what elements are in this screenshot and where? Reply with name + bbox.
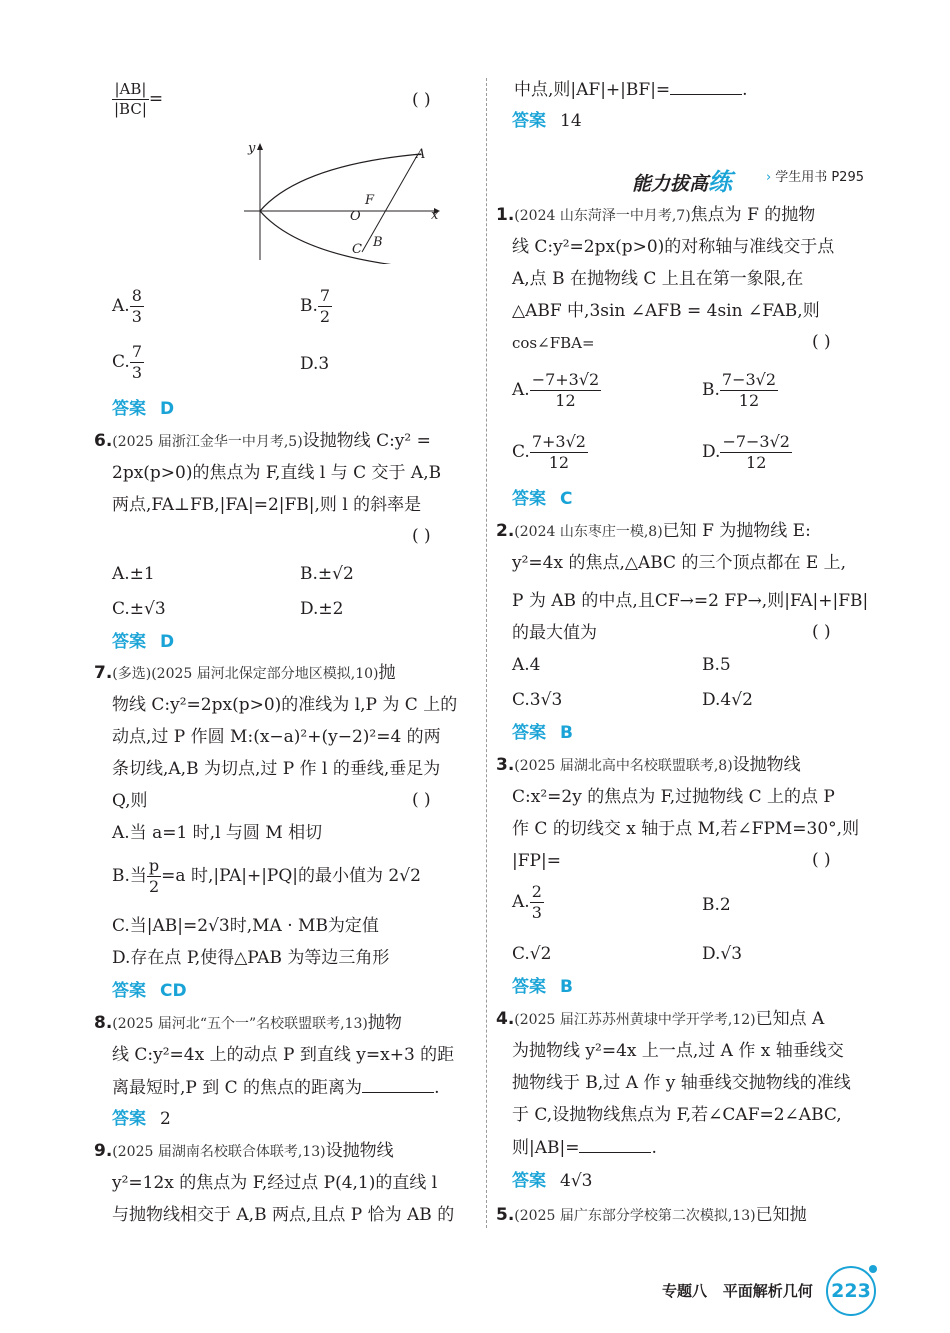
r4-line3: 抛物线于 B,过 A 作 y 轴垂线交抛物线的准线: [512, 1073, 851, 1093]
q8-answer: [112, 1108, 171, 1130]
answer-blank[interactable]: [670, 78, 742, 95]
r2-answer: [512, 722, 573, 744]
parabola-curve: [260, 154, 421, 264]
r1-option-d: [702, 432, 792, 473]
r5-line1: [496, 1204, 807, 1227]
opt-label: D.: [702, 442, 721, 462]
q7-answer-paren: ( ): [412, 790, 431, 810]
answer-value: D: [160, 399, 175, 419]
question-text: 已知 F 为抛物线 E:: [662, 521, 811, 541]
answer-label: 答案: [112, 981, 146, 1001]
y-axis-arrow: [257, 143, 263, 150]
answer-label: 答案: [512, 977, 546, 997]
answer-value: B: [560, 723, 573, 743]
label-f: F: [365, 193, 375, 208]
frac-bot: 3: [531, 903, 542, 922]
r2-option-c: C.3√3: [512, 690, 563, 710]
frac-top: −7−3√2: [722, 432, 790, 451]
answer-label: 答案: [112, 399, 146, 419]
answer-value: CD: [160, 981, 187, 1001]
question-source: (2024 山东枣庄一模,8): [514, 524, 663, 540]
frac-top: 2: [531, 882, 542, 901]
q8-line3: [112, 1076, 439, 1099]
r4-line4: 于 C,设抛物线焦点为 F,若∠CAF=2∠ABC,: [512, 1105, 842, 1125]
question-text: 离最短时,P 到 C 的焦点的距离为: [112, 1078, 363, 1098]
period: .: [434, 1078, 440, 1098]
frac-top: 7+3√2: [531, 432, 586, 451]
question-text: 则|AB|=: [512, 1138, 580, 1158]
frac-top: −7+3√2: [531, 370, 600, 389]
question-number: 2.: [496, 521, 515, 541]
r1-answer-paren: ( ): [812, 332, 831, 352]
answer-blank[interactable]: [362, 1076, 434, 1093]
question-number: 1.: [496, 205, 515, 225]
frac-bot: 3: [131, 307, 142, 326]
answer-value: D: [160, 632, 175, 652]
opt-label: A.: [512, 892, 530, 912]
question-source: (2025 届湖北高中名校联盟联考,8): [514, 758, 733, 774]
r4-answer: [512, 1170, 592, 1192]
question-number: 7.: [94, 663, 113, 683]
equals: =: [148, 89, 164, 109]
r3-line3: 作 C 的切线交 x 轴于点 M,若∠FPM=30°,则: [512, 819, 860, 839]
period: .: [651, 1138, 657, 1158]
r1-option-a: [512, 370, 601, 411]
q7-line3: 动点,过 P 作圆 M:(x−a)²+(y−2)²=4 的两: [112, 727, 441, 747]
r3-answer: [512, 976, 573, 998]
question-number: 9.: [94, 1141, 113, 1161]
r1-line5: cos∠FBA=: [512, 334, 595, 352]
r2-line1: [496, 520, 811, 543]
q9-line1: [94, 1140, 394, 1163]
q6-line2: 2px(p>0)的焦点为 F,直线 l 与 C 交于 A,B: [112, 463, 442, 483]
section-reference-text: 学生用书 P295: [775, 170, 864, 185]
q9-line3: 与抛物线相交于 A,B 两点,且点 P 恰为 AB 的: [112, 1205, 455, 1225]
question-number: 4.: [496, 1009, 515, 1029]
question-number: 6.: [94, 431, 113, 451]
question-text: 设抛物线 C:y² =: [302, 431, 431, 451]
frac-top: p: [148, 856, 160, 875]
frac-bot: 12: [555, 391, 576, 410]
question-source: (2025 届河北“五个一”名校联盟联考,13): [112, 1016, 368, 1032]
answer-value: 14: [560, 111, 582, 131]
q7-line1: [94, 662, 396, 685]
q9-tail: [514, 78, 748, 101]
answer-value: C: [560, 489, 573, 509]
r1-line2: 线 C:y²=2px(p>0)的对称轴与准线交于点: [512, 237, 835, 257]
r3-option-c: C.√2: [512, 944, 552, 964]
r2-option-a: A.4: [512, 655, 541, 675]
q6-line1: [94, 430, 431, 453]
frac-top: |AB|: [112, 80, 149, 100]
label-o: O: [350, 209, 361, 224]
r2-line2: y²=4x 的焦点,△ABC 的三个顶点都在 E 上,: [512, 553, 847, 573]
q5-answer: [112, 398, 174, 420]
r2-option-d: D.4√2: [702, 690, 753, 710]
q6-option-b: B.±√2: [300, 564, 354, 584]
answer-label: 答案: [512, 1171, 546, 1191]
q6-answer: [112, 631, 174, 653]
question-source: (2025 届浙江金华一中月考,5): [112, 434, 303, 450]
opt-label: B.: [300, 296, 318, 316]
q8-line2: 线 C:y²=4x 上的动点 P 到直线 y=x+3 的距: [112, 1045, 455, 1065]
r3-line2: C:x²=2y 的焦点为 F,过抛物线 C 上的点 P: [512, 787, 835, 807]
q8-line1: [94, 1012, 402, 1035]
question-source: (2024 山东菏泽一中月考,7): [514, 208, 691, 224]
r3-answer-paren: ( ): [812, 850, 831, 870]
r3-line1: [496, 754, 801, 777]
q7-option-b: [112, 856, 421, 897]
opt-text: B.当: [112, 866, 147, 886]
section-reference: [766, 166, 864, 185]
answer-label: 答案: [512, 723, 546, 743]
q5-tail-expression: [112, 80, 163, 119]
question-text: 设抛物线: [325, 1141, 394, 1161]
answer-value: B: [560, 977, 573, 997]
answer-label: 答案: [112, 632, 146, 652]
r4-line2: 为抛物线 y²=4x 上一点,过 A 作 x 轴垂线交: [512, 1041, 844, 1061]
question-number: 8.: [94, 1013, 113, 1033]
r2-answer-paren: ( ): [812, 622, 831, 642]
r1-option-b: [702, 370, 778, 411]
page-footer: [662, 1280, 813, 1301]
question-source: (2025 届江苏苏州黄埭中学开学考,12): [514, 1012, 756, 1028]
question-text: 设抛物线: [732, 755, 801, 775]
question-text: 已知抛: [755, 1205, 807, 1225]
r3-option-d: D.√3: [702, 944, 743, 964]
question-text: 抛: [378, 663, 396, 683]
frac-bot: 3: [131, 363, 142, 382]
answer-label: 答案: [512, 111, 546, 131]
q9-answer: [512, 110, 582, 132]
q7-line2: 物线 C:y²=2px(p>0)的准线为 l,P 为 C 上的: [112, 695, 458, 715]
q5-option-d: D.3: [300, 354, 330, 374]
label-c: C: [352, 242, 362, 257]
q7-line4: 条切线,A,B 为切点,过 P 作 l 的垂线,垂足为: [112, 759, 441, 779]
chevron-right-icon: ›: [766, 170, 772, 185]
q6-option-a: A.±1: [112, 564, 155, 584]
r2-line3: P 为 AB 的中点,且CF→=2 FP→,则|FA|+|FB|: [512, 591, 869, 611]
question-text: 抛物: [367, 1013, 402, 1033]
q6-option-c: C.±√3: [112, 599, 166, 619]
section-title-accent: 练: [708, 168, 733, 196]
answer-value: 2: [160, 1109, 171, 1129]
label-a: A: [416, 147, 426, 162]
q5-option-a: [112, 286, 144, 327]
q7-option-d: D.存在点 P,使得△PAB 为等边三角形: [112, 948, 390, 968]
period: .: [742, 80, 748, 100]
r3-option-b: B.2: [702, 895, 731, 915]
frac-bot: 12: [548, 453, 570, 472]
frac-top: 7−3√2: [721, 370, 777, 389]
section-title: [632, 162, 732, 197]
q5-option-b: [300, 286, 332, 327]
question-source: (多选)(2025 届河北保定部分地区模拟,10): [112, 666, 379, 682]
r4-line5: [512, 1136, 657, 1159]
frac-bot: 2: [319, 307, 331, 326]
frac-bot: 2: [148, 877, 160, 896]
frac-top: 7: [319, 286, 331, 305]
q7-option-a: A.当 a=1 时,l 与圆 M 相切: [112, 823, 323, 843]
q6-line3: 两点,FA⊥FB,|FA|=2|FB|,则 l 的斜率是: [112, 495, 422, 515]
footer-chapter: 专题八: [662, 1282, 708, 1300]
r1-line1: [496, 204, 815, 227]
q5-answer-paren: ( ): [412, 90, 431, 110]
answer-label: 答案: [512, 489, 546, 509]
question-text: 已知点 A: [755, 1009, 825, 1029]
q6-option-d: D.±2: [300, 599, 344, 619]
question-number: 3.: [496, 755, 515, 775]
r1-line3: A,点 B 在抛物线 C 上且在第一象限,在: [512, 269, 804, 289]
q5-option-c: [112, 342, 144, 383]
footer-title: 平面解析几何: [722, 1282, 813, 1300]
frac-bot: |BC|: [114, 100, 147, 118]
question-text: 焦点为 F 的抛物: [690, 205, 816, 225]
r2-option-b: B.5: [702, 655, 731, 675]
r2-line4: 的最大值为: [512, 623, 597, 643]
question-source: (2025 届湖南名校联合体联考,13): [112, 1144, 326, 1160]
question-number: 5.: [496, 1205, 515, 1225]
question-text: 中点,则|AF|+|BF|=: [514, 80, 671, 100]
q7-line5: Q,则: [112, 791, 148, 811]
label-x: x: [431, 208, 439, 223]
r1-answer: [512, 488, 572, 510]
q7-answer: [112, 980, 187, 1002]
frac-bot: 12: [746, 453, 767, 472]
frac-top: 8: [131, 286, 142, 305]
parabola-figure: [238, 140, 448, 264]
answer-blank[interactable]: [579, 1136, 651, 1153]
opt-text: =a 时,|PA|+|PQ|的最小值为 2√2: [161, 866, 421, 886]
label-b: B: [373, 235, 383, 250]
answer-value: 4√3: [560, 1171, 593, 1191]
section-title-main: 能力拔高: [632, 173, 709, 195]
label-y: y: [248, 141, 256, 156]
r1-option-c: [512, 432, 588, 473]
q7-option-c: C.当|AB|=2√3时,MA · MB为定值: [112, 916, 379, 936]
r3-line4: |FP|=: [512, 851, 561, 871]
frac-top: 7: [131, 342, 142, 361]
opt-label: A.: [112, 296, 130, 316]
answer-label: 答案: [112, 1109, 146, 1129]
column-divider: [486, 78, 487, 1228]
page-number: 223: [826, 1266, 876, 1316]
opt-label: C.: [512, 442, 530, 462]
opt-label: C.: [112, 352, 130, 372]
q6-answer-paren: ( ): [412, 526, 431, 546]
r3-option-a: [512, 882, 544, 923]
q9-line2: y²=12x 的焦点为 F,经过点 P(4,1)的直线 l: [112, 1173, 438, 1193]
frac-bot: 12: [738, 391, 760, 410]
r1-line4: △ABF 中,3sin ∠AFB = 4sin ∠FAB,则: [512, 301, 820, 321]
question-source: (2025 届广东部分学校第二次模拟,13): [514, 1208, 756, 1224]
opt-label: A.: [512, 380, 530, 400]
opt-label: B.: [702, 380, 720, 400]
r4-line1: [496, 1008, 824, 1031]
